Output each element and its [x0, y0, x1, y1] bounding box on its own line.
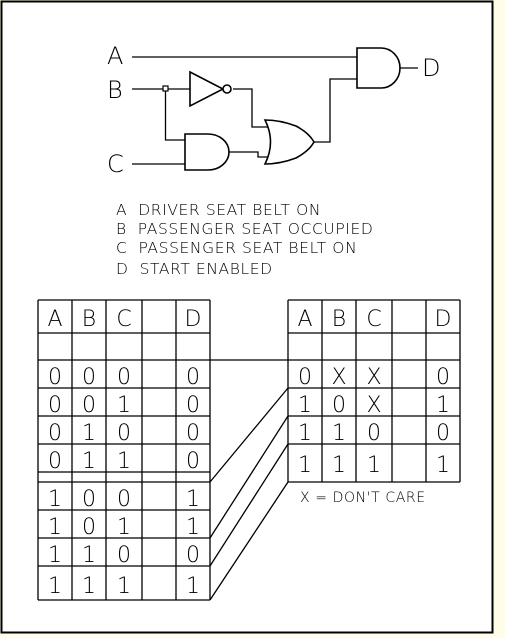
full-cell: 0: [186, 449, 200, 474]
wire-junction: [163, 86, 168, 91]
full-cell: 0: [117, 487, 131, 512]
full-cell: 1: [48, 515, 62, 540]
full-header-c: C: [116, 307, 132, 332]
reduced-cell: 0: [436, 365, 450, 390]
full-cell: 0: [186, 543, 200, 568]
reduced-cell: 1: [298, 421, 312, 446]
reduced-cell: 0: [298, 365, 312, 390]
full-cell: 1: [82, 543, 96, 568]
full-header-b: B: [81, 307, 97, 332]
legend-line-c: C PASSENGER SEAT BELT ON: [116, 239, 358, 257]
reduced-header-a: A: [297, 307, 313, 332]
full-cell: 0: [82, 487, 96, 512]
full-cell: 0: [186, 393, 200, 418]
full-cell: 1: [117, 393, 131, 418]
full-cell: 1: [186, 515, 200, 540]
reduced-header-b: B: [331, 307, 347, 332]
full-cell: 0: [48, 393, 62, 418]
and-gate-bc: [185, 134, 229, 170]
reduced-cell: 0: [332, 393, 346, 418]
full-cell: 0: [186, 365, 200, 390]
reduced-cell: X: [366, 393, 382, 418]
reduced-cell: 1: [436, 453, 450, 478]
full-cell: 1: [48, 574, 62, 599]
full-cell: 1: [186, 487, 200, 512]
legend-line-d: D START ENABLED: [116, 260, 273, 278]
full-cell: 0: [48, 365, 62, 390]
full-cell: 1: [48, 487, 62, 512]
output-d-label: D: [422, 54, 441, 82]
reduced-cell: X: [366, 365, 382, 390]
full-cell: 1: [186, 574, 200, 599]
dont-care-note: X = DON'T CARE: [300, 490, 426, 506]
full-cell: 0: [48, 449, 62, 474]
reduced-header-d: D: [434, 307, 452, 332]
input-b-label: B: [107, 76, 123, 104]
input-c-label: C: [107, 150, 124, 178]
reduced-cell: 1: [367, 453, 381, 478]
full-cell: 1: [117, 574, 131, 599]
reduced-cell: 0: [367, 421, 381, 446]
legend-line-a: A DRIVER SEAT BELT ON: [116, 201, 322, 219]
reduced-cell: 1: [332, 421, 346, 446]
full-cell: 0: [117, 543, 131, 568]
full-cell: 0: [82, 365, 96, 390]
reduced-cell: 1: [332, 453, 346, 478]
full-cell: 0: [82, 515, 96, 540]
not-gate-bubble: [223, 85, 231, 93]
reduced-cell: 1: [436, 393, 450, 418]
reduced-header-c: C: [366, 307, 382, 332]
full-cell: 1: [82, 421, 96, 446]
full-cell: 0: [48, 421, 62, 446]
and-gate-output: [357, 48, 400, 88]
full-header-d: D: [184, 307, 202, 332]
legend-line-b: B PASSENGER SEAT OCCUPIED: [116, 220, 374, 238]
input-a-label: A: [107, 42, 124, 70]
full-header-a: A: [47, 307, 63, 332]
full-cell: 1: [48, 543, 62, 568]
reduced-cell: 1: [298, 453, 312, 478]
full-cell: 1: [82, 449, 96, 474]
full-cell: 1: [117, 515, 131, 540]
reduced-cell: 1: [298, 393, 312, 418]
reduced-cell: X: [331, 365, 347, 390]
full-cell: 0: [117, 365, 131, 390]
reduced-cell: 0: [436, 421, 450, 446]
full-cell: 0: [82, 393, 96, 418]
full-cell: 0: [186, 421, 200, 446]
full-cell: 0: [117, 421, 131, 446]
full-cell: 1: [82, 574, 96, 599]
full-cell: 1: [117, 449, 131, 474]
